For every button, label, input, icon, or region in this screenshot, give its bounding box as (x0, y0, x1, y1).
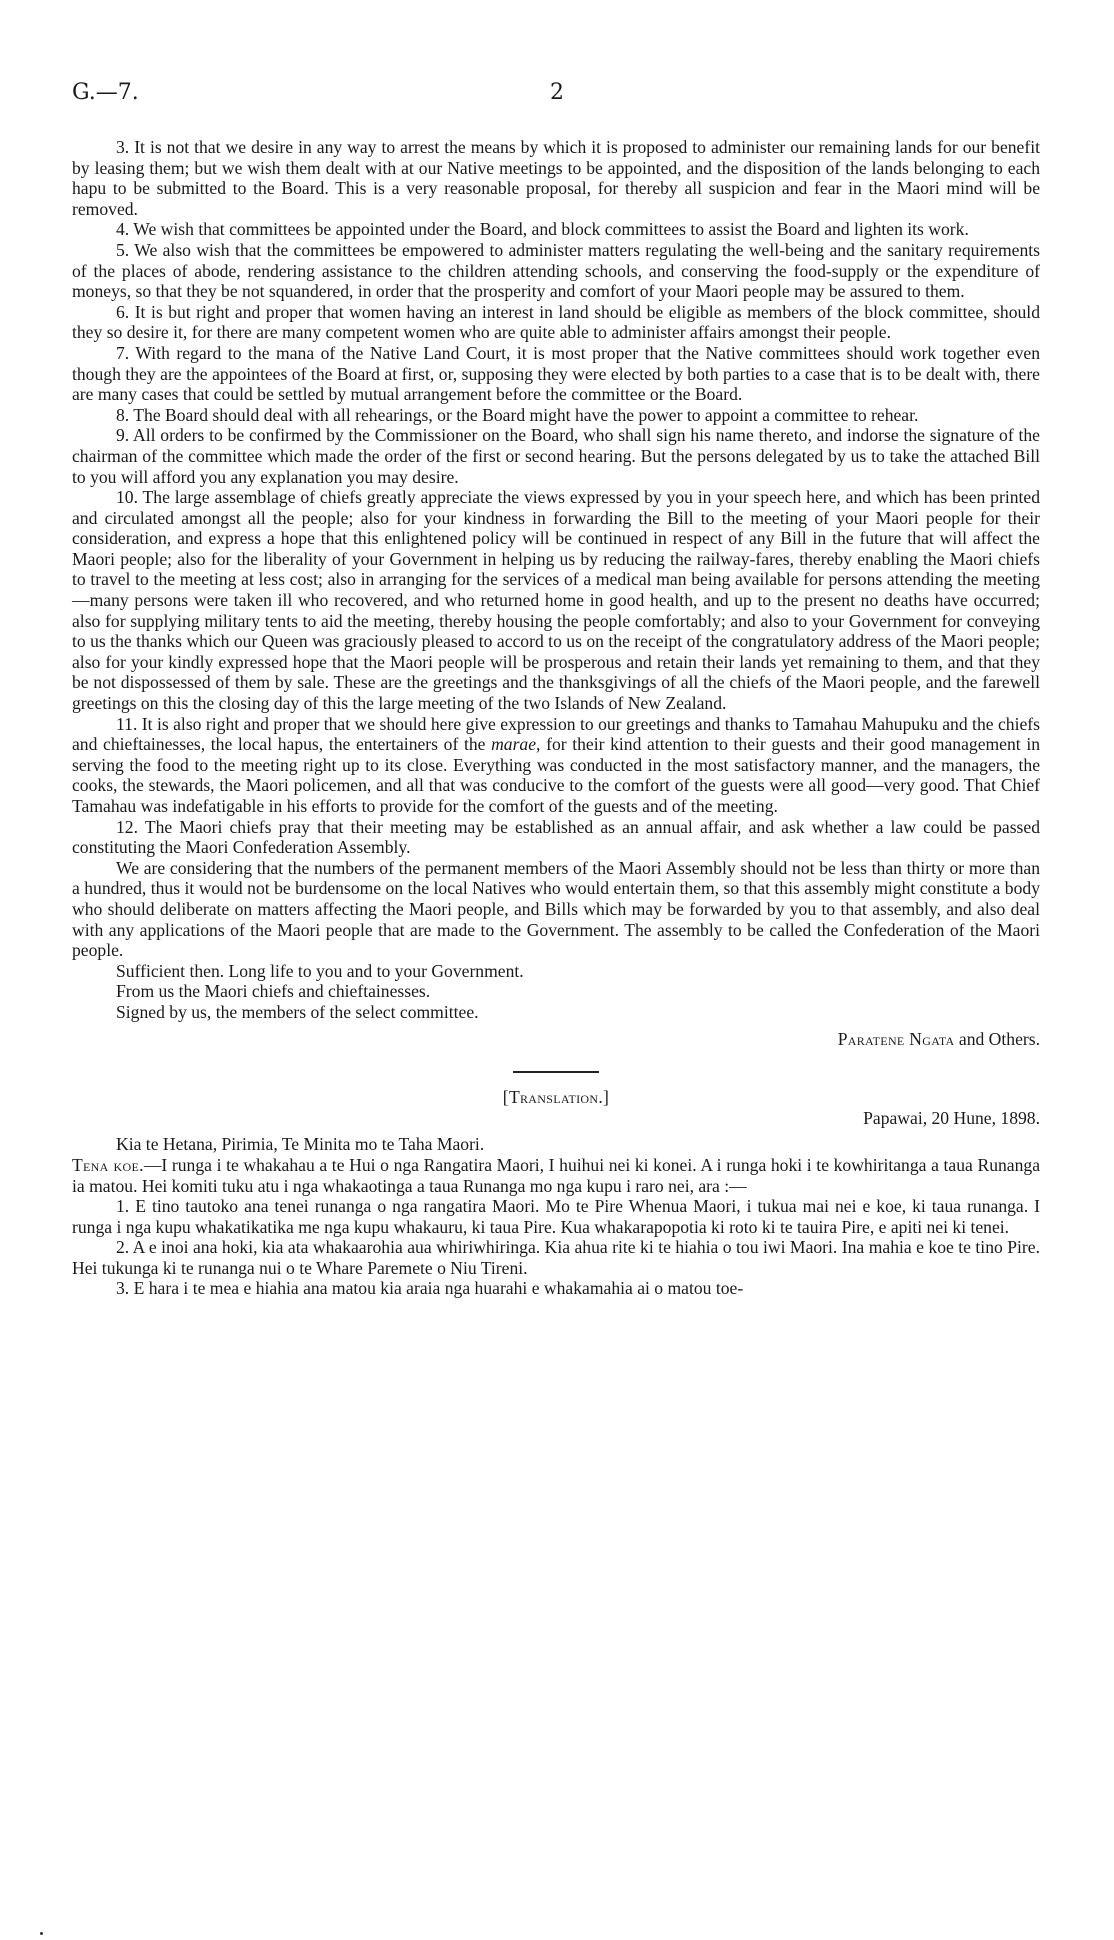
translation-heading: [Translation.] (502, 1087, 610, 1108)
signatory-names: Paratene Ngata (837, 1028, 955, 1049)
maori-opening (72, 1155, 1040, 1196)
marae-term: marae (491, 734, 537, 755)
paragraph-10: 10. The large assemblage of chiefs greatly appreciate the views expressed by you in your speech here, and which has been printed and circulated amongst all the people; also for your kindness in forwarding the Bill to the meeting of your Maori people for their consideration, and express a hope that this enlightened policy will be continued in respect of any Bill in the future that will affect the Maori people; also for the liberality of your Government in helping us by reducing the railway-fares, thereby enabling the Maori chiefs to travel to the meeting at less cost; also in arranging for the services of a medical man being available for persons attending the meeting—many persons were taken ill who recovered, and who returned home in good health, and up to the present no deaths have occurred; also for supplying military tents to aid the meeting, thereby housing the people comfortably; and also to your Government for conveying to us the thanks which our Queen was graciously pleased to accord to us on the receipt of the congratulatory address of the Maori people; also for your kindly expressed hope that the Maori people will be prosperous and retain their lands yet remaining to them, and that they be not dispossessed of them by sale. These are the greetings and the thanksgivings of all the chiefs of the Maori people, and the farewell greetings on this the closing day of this the large meeting of the two Islands of New Zealand. (72, 487, 1040, 714)
signature-suffix: and Others. (954, 1028, 1040, 1049)
dateline: Papawai, 20 Hune, 1898. (863, 1107, 1040, 1128)
paragraph-6: 6. It is but right and proper that women having an interest in land should be eligible as members of the block committee, should they so desire it, for there are many competent women who are quite able to administer affairs amongst their people. (72, 301, 1040, 343)
print-speck (40, 1932, 43, 1935)
paragraph-11-rest: , for their kind attention to their guests and their good management in serving the food to the meeting right up to its close. Everything was conducted in the most satisfactory manner, and the managers, the cooks, the stewards, the Maori policemen, and all that was conducive to the comfort of the guests were all good—very good. That Chief Tamahau was indefatigable in his efforts to provide for the comfort of the guests and of the meeting. (72, 734, 1040, 816)
paragraph-4: 4. We wish that committees be appointed under the Board, and block committees to assist the Board and lighten its work. (116, 219, 969, 240)
maori-opening-lead: Tena koe. (72, 1154, 144, 1175)
paragraph-7: 7. With regard to the mana of the Native Land Court, it is most proper that the Native committees should work together even though they are the appointees of the Board at first, or, supposing they were elected by both parties to a case that is to be dealt with, there are many cases that could be settled by mutual arrangement before the committee or the Board. (72, 342, 1040, 405)
document-reference: G.—7. (72, 80, 139, 105)
maori-opening-text: —I runga i te whakahau a te Hui o nga Rangatira Maori, I huihui nei ki konei. A i runga hoki i te kowhiritanga a taua Runanga ia matou. Hei komiti tuku atu i nga whakaotinga a taua Runanga mo nga kupu i raro nei, ara :— (72, 1154, 1041, 1196)
maori-paragraph-3: 3. E hara i te mea e hiahia ana matou kia araia nga huarahi e whakamahia ai o matou toe- (116, 1278, 744, 1299)
section-divider (513, 1071, 599, 1073)
paragraph-12: 12. The Maori chiefs pray that their meeting may be established as an annual affair, and ask whether a law could be passed constituting the Maori Confederation Assembly. (72, 816, 1040, 858)
paragraph-5: 5. We also wish that the committees be empowered to administer matters regulating the well-being and the sanitary requirements of the places of abode, rendering assistance to the children attending schools, and conserving the food-supply or the expenditure of moneys, so that they be not squandered, in order that the prosperity and comfort of your Maori people may be assured to them. (72, 239, 1040, 302)
maori-paragraph-2: 2. A e inoi ana hoki, kia ata whakaarohia aua whiriwhiringa. Kia ahua rite ki te hiahia o tou iwi Maori. Ina mahia e koe te tino Pire. Hei tukunga ki te runanga nui o te Whare Paremete o Niu Tireni. (72, 1237, 1040, 1278)
closing-line: From us the Maori chiefs and chieftainesses. (116, 981, 431, 1002)
closing-line: Sufficient then. Long life to you and to your Government. (116, 960, 524, 981)
paragraph-11 (72, 714, 1040, 817)
closing-line: Signed by us, the members of the select committee. (116, 1001, 479, 1022)
signature (72, 1029, 1040, 1050)
document-body (72, 137, 1040, 1299)
paragraph-11-text: 11. It is also right and proper that we should here give expression to our greetings and thanks to Tamahau Mahupuku and the chiefs and chieftainesses, the local hapus, the entertainers of the (72, 713, 1040, 755)
salutation: Kia te Hetana, Pirimia, Te Minita mo te Taha Maori. (116, 1134, 485, 1155)
paragraph-9: 9. All orders to be confirmed by the Commissioner on the Board, who shall sign his name thereto, and indorse the signature of the chairman of the committee which made the order of the first or second hearing. But the persons delegated by us to take the attached Bill to you will afford you any explanation you may desire. (72, 425, 1040, 487)
maori-paragraph-1: 1. E tino tautoko ana tenei runanga o nga rangatira Maori. Mo te Pire Whenua Maori, i tukua mai nei e koe, ki taua runanga. I runga i nga kupu whakatikatika me nga kupu whakauru, ki taua Pire. Kua whakarapopotia ki roto ki te tauira Pire, e apiti nei ki tenei. (72, 1196, 1040, 1237)
page-number: 2 (550, 80, 564, 105)
paragraph-3: 3. It is not that we desire in any way to arrest the means by which it is proposed to administer our remaining lands for our benefit by leasing them; but we wish them dealt with at our Native meetings to be appointed, and the disposition of the lands belonging to each hapu to be submitted to the Board. This is a very reasonable proposal, for thereby all suspicion and fear in the Maori mind will be removed. (72, 137, 1040, 219)
page-header (72, 80, 1042, 110)
paragraph-8: 8. The Board should deal with all rehearings, or the Board might have the power to appoint a committee to rehear. (116, 404, 919, 425)
paragraph-assembly: We are considering that the numbers of the permanent members of the Maori Assembly should not be less than thirty or more than a hundred, thus it would not be burdensome on the local Natives who would entertain them, so that this assembly might constitute a body who should deliberate on matters affecting the Maori people, and Bills which may be forwarded by you to that assembly, and also deal with any applications of the Maori people that are made to the Government. The assembly to be called the Confederation of the Maori people. (72, 857, 1040, 961)
